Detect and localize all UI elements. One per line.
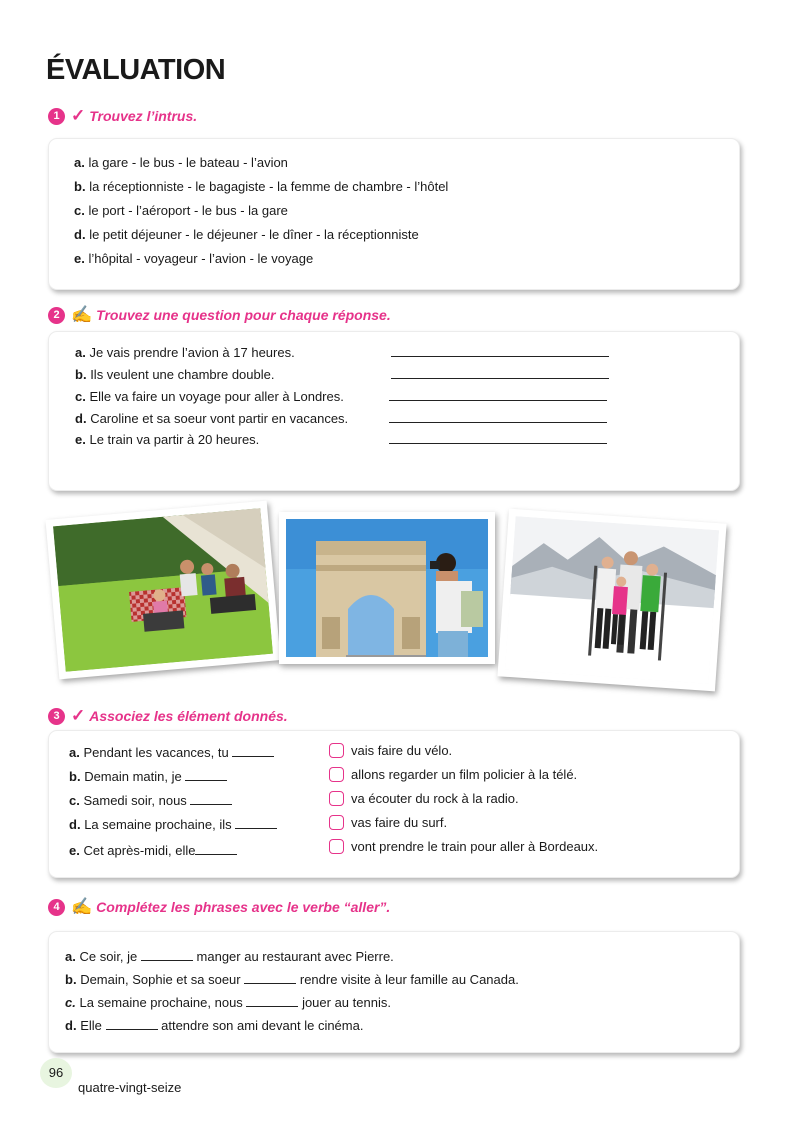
item-text: La semaine prochaine, nous [79,995,243,1010]
item-text: Ce soir, je [79,949,138,964]
exercise-instruction: Complétez les phrases avec le verbe “aller”. [96,899,391,915]
list-item [74,203,288,218]
family-snow-image [505,516,719,684]
family-camping-image [53,508,273,672]
list-item [74,155,288,170]
item-letter: b. [75,367,87,382]
list-item [65,972,519,987]
item-letter: c. [69,793,80,808]
list-item [69,745,274,760]
item-text: Elle [80,1018,102,1033]
exercise-2-box [48,331,740,491]
option-text: vais faire du vélo. [351,743,453,758]
item-text: Le train va partir à 20 heures. [89,432,260,447]
list-item [74,227,419,242]
exercise-3-heading [48,706,288,726]
exercise-number: 4 [48,899,65,916]
list-item [69,843,237,858]
list-item [75,432,259,447]
exercise-1-box [48,138,740,290]
arc-de-triomphe-tourist-photo [279,512,495,664]
item-letter: d. [69,817,81,832]
list-item [74,179,448,194]
answer-line[interactable] [389,443,607,444]
item-letter: d. [74,227,86,242]
item-letter: c. [74,203,85,218]
option-item [329,743,452,759]
item-text: la réceptionniste - le bagagiste - la femme de chambre - l’hôtel [89,179,449,194]
option-text: va écouter du rock à la radio. [351,791,519,806]
option-checkbox[interactable] [329,815,344,830]
exercise-1-heading [48,106,197,126]
exercise-number: 2 [48,307,65,324]
item-text: attendre son ami devant le cinéma. [161,1018,364,1033]
exercise-3-box [48,730,740,878]
answer-blank[interactable] [195,844,237,855]
exercise-instruction: Associez les élément donnés. [89,708,288,724]
option-checkbox[interactable] [329,743,344,758]
answer-line[interactable] [391,356,609,357]
item-text: l’hôpital - voyageur - l’avion - le voyage [88,251,314,266]
item-text: Demain, Sophie et sa soeur [80,972,241,987]
answer-blank[interactable] [141,950,193,961]
answer-blank[interactable] [190,794,232,805]
item-text: rendre visite à leur famille au Canada. [299,972,519,987]
family-snow-photo [497,509,726,692]
item-text: Demain matin, je [84,769,182,784]
item-text: le petit déjeuner - le déjeuner - le dîner - la réceptionniste [89,227,419,242]
exercise-2-heading [48,305,391,325]
option-text: vas faire du surf. [351,815,448,830]
exercise-number: 1 [48,108,65,125]
item-letter: a. [65,949,76,964]
exercise-4-heading [48,897,390,917]
list-item [65,1018,363,1033]
answer-blank[interactable] [185,770,227,781]
exercise-instruction: Trouvez l’intrus. [89,108,198,124]
checkmark-icon: ✓ [71,106,86,125]
answer-blank[interactable] [246,996,298,1007]
pencil-icon: ✍ [71,305,93,324]
page-number-words: quatre-vingt-seize [78,1080,182,1095]
item-text: jouer au tennis. [302,995,391,1010]
item-text: manger au restaurant avec Pierre. [196,949,394,964]
pencil-icon: ✍ [71,897,93,916]
item-letter: c. [75,389,86,404]
item-letter: a. [74,155,85,170]
list-item [65,949,394,964]
page-title: ÉVALUATION [46,54,226,86]
list-item [75,367,274,382]
list-item [75,345,295,360]
arc-de-triomphe-image [286,519,488,657]
item-text: Caroline et sa soeur vont partir en vacances. [90,411,349,426]
item-letter: d. [65,1018,77,1033]
option-item [329,839,598,855]
item-letter: b. [74,179,86,194]
item-text: Samedi soir, nous [83,793,187,808]
item-letter: a. [75,345,86,360]
answer-line[interactable] [389,400,607,401]
exercise-instruction: Trouvez une question pour chaque réponse. [96,307,391,323]
item-text: le port - l’aéroport - le bus - la gare [88,203,288,218]
option-item [329,815,447,831]
item-text: Elle va faire un voyage pour aller à Londres. [89,389,344,404]
item-letter: b. [65,972,77,987]
answer-line[interactable] [389,422,607,423]
family-camping-photo [45,501,280,680]
item-text: La semaine prochaine, ils [84,817,232,832]
list-item [65,995,391,1010]
checkmark-icon: ✓ [71,706,86,725]
answer-blank[interactable] [235,818,277,829]
list-item [75,411,348,426]
item-text: Ils veulent une chambre double. [90,367,275,382]
item-text: la gare - le bus - le bateau - l’avion [88,155,288,170]
item-letter: b. [69,769,81,784]
option-text: vont prendre le train pour aller à Bordeaux. [351,839,599,854]
option-text: allons regarder un film policier à la télé. [351,767,578,782]
item-letter: a. [69,745,80,760]
page-number: 96 [40,1058,72,1088]
option-checkbox[interactable] [329,767,344,782]
list-item [74,251,313,266]
exercise-4-box [48,931,740,1053]
item-letter: e. [74,251,85,266]
item-letter: c. [65,995,76,1010]
item-letter: d. [75,411,87,426]
answer-line[interactable] [391,378,609,379]
answer-blank[interactable] [106,1019,158,1030]
option-checkbox[interactable] [329,791,344,806]
option-item [329,767,577,783]
item-text: Cet après-midi, elle [83,843,196,858]
list-item [69,817,277,832]
answer-blank[interactable] [244,973,296,984]
item-letter: e. [69,843,80,858]
item-letter: e. [75,432,86,447]
item-text: Pendant les vacances, tu [83,745,229,760]
option-checkbox[interactable] [329,839,344,854]
answer-blank[interactable] [232,746,274,757]
list-item [75,389,344,404]
option-item [329,791,519,807]
exercise-number: 3 [48,708,65,725]
list-item [69,793,232,808]
list-item [69,769,227,784]
item-text: Je vais prendre l’avion à 17 heures. [89,345,295,360]
